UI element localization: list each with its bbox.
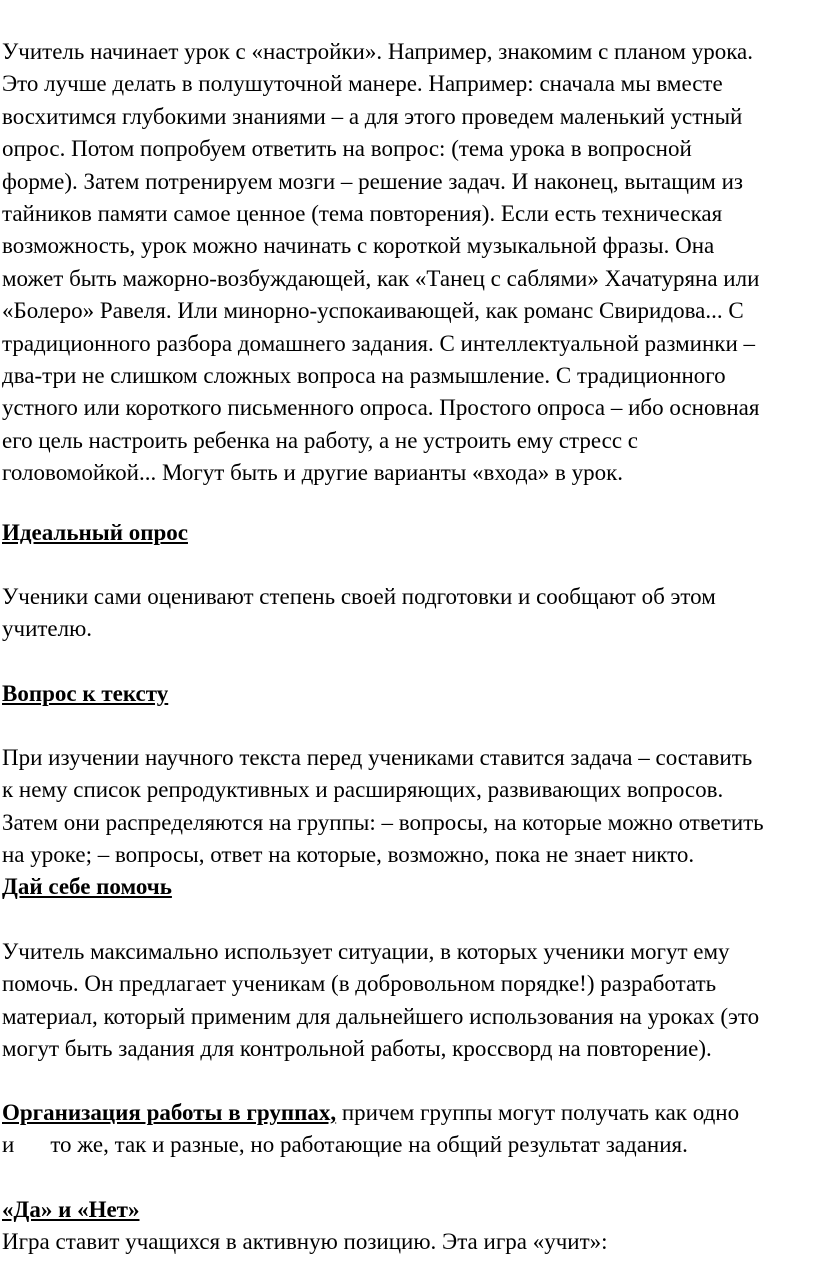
text-line: помочь. Он предлагает ученикам (в добровольном порядке!) разработать bbox=[2, 971, 717, 997]
text-line: устного или короткого письменного опроса. Простого опроса – ибо основная bbox=[2, 395, 760, 421]
section-heading-help-yourself: Дай себе помочь bbox=[2, 874, 172, 899]
ideal-survey-paragraph bbox=[2, 581, 814, 646]
text-line bbox=[2, 1129, 814, 1161]
yes-no-paragraph bbox=[2, 1194, 814, 1259]
intro-paragraph bbox=[2, 36, 814, 490]
text-line: головомойкой... Могут быть и другие варианты «входа» в урок. bbox=[2, 460, 624, 486]
group-work-line-rest: причем группы могут получать как одно bbox=[336, 1100, 740, 1125]
text-line: «Болеро» Равеля. Или минорно-успокаивающей, как романс Свиридова... С bbox=[2, 298, 744, 324]
section-heading-group-work: Организация работы в группах, bbox=[2, 1100, 337, 1125]
text-line: Игра ставит учащихся в активную позицию. Эта игра «учит»: bbox=[2, 1229, 608, 1255]
text-line: традиционного разбора домашнего задания. С интеллектуальной разминки – bbox=[2, 330, 756, 356]
text-line: форме). Затем потренируем мозги – решение задач. И наконец, вытащим из bbox=[2, 168, 743, 194]
text-line: Учитель максимально использует ситуации, в которых ученики могут ему bbox=[2, 939, 730, 964]
group-work-line2-rest: то же, так и разные, но работающие на общий результат задания. bbox=[50, 1132, 688, 1158]
text-line: материал, который применим для дальнейшего использования на уроках (это bbox=[2, 1003, 760, 1029]
text-line: могут быть задания для контрольной работы, кроссворд на повторение). bbox=[2, 1036, 712, 1062]
text-line: Затем они распределяются на группы: – вопросы, на которые можно ответить bbox=[2, 809, 764, 835]
text-line: тайников памяти самое ценное (тема повторения). Если есть техническая bbox=[2, 201, 723, 227]
text-line: возможность, урок можно начинать с короткой музыкальной фразы. Она bbox=[2, 233, 715, 259]
text-line: Учитель начинает урок с «настройки». Например, знакомим с планом урока. bbox=[2, 39, 754, 64]
question-to-text-paragraph bbox=[2, 742, 814, 872]
text-line bbox=[2, 1097, 814, 1129]
text-line: При изучении научного текста перед учениками ставится задача – составить bbox=[2, 745, 753, 770]
help-yourself-paragraph bbox=[2, 936, 814, 1066]
text-line: может быть мажорно-возбуждающей, как «Танец с саблями» Хачатуряна или bbox=[2, 265, 760, 291]
text-line: два-три не слишком сложных вопроса на размышление. С традиционного bbox=[2, 363, 726, 389]
section-heading-ideal-survey: Идеальный опрос bbox=[2, 520, 188, 545]
text-line: учителю. bbox=[2, 616, 93, 642]
text-line: Это лучше делать в полушуточной манере. Например: сначала мы вместе bbox=[2, 71, 723, 97]
group-work-line2-start: и bbox=[2, 1132, 15, 1158]
text-line: к нему список репродуктивных и расширяющих, развивающих вопросов. bbox=[2, 777, 724, 803]
group-work-paragraph bbox=[2, 1097, 814, 1162]
text-line: опрос. Потом попробуем ответить на вопрос: (тема урока в вопросной bbox=[2, 136, 692, 162]
text-line: Ученики сами оценивают степень своей подготовки и сообщают об этом bbox=[2, 584, 716, 609]
section-heading-question-to-text: Вопрос к тексту bbox=[2, 681, 169, 706]
section-heading-yes-no: «Да» и «Нет» bbox=[2, 1197, 140, 1222]
text-line: его цель настроить ребенка на работу, а не устроить ему стресс с bbox=[2, 427, 639, 453]
text-line: восхитимся глубокими знаниями – а для этого проведем маленький устный bbox=[2, 103, 743, 129]
text-line: на уроке; – вопросы, ответ на которые, возможно, пока не знает никто. bbox=[2, 842, 695, 868]
